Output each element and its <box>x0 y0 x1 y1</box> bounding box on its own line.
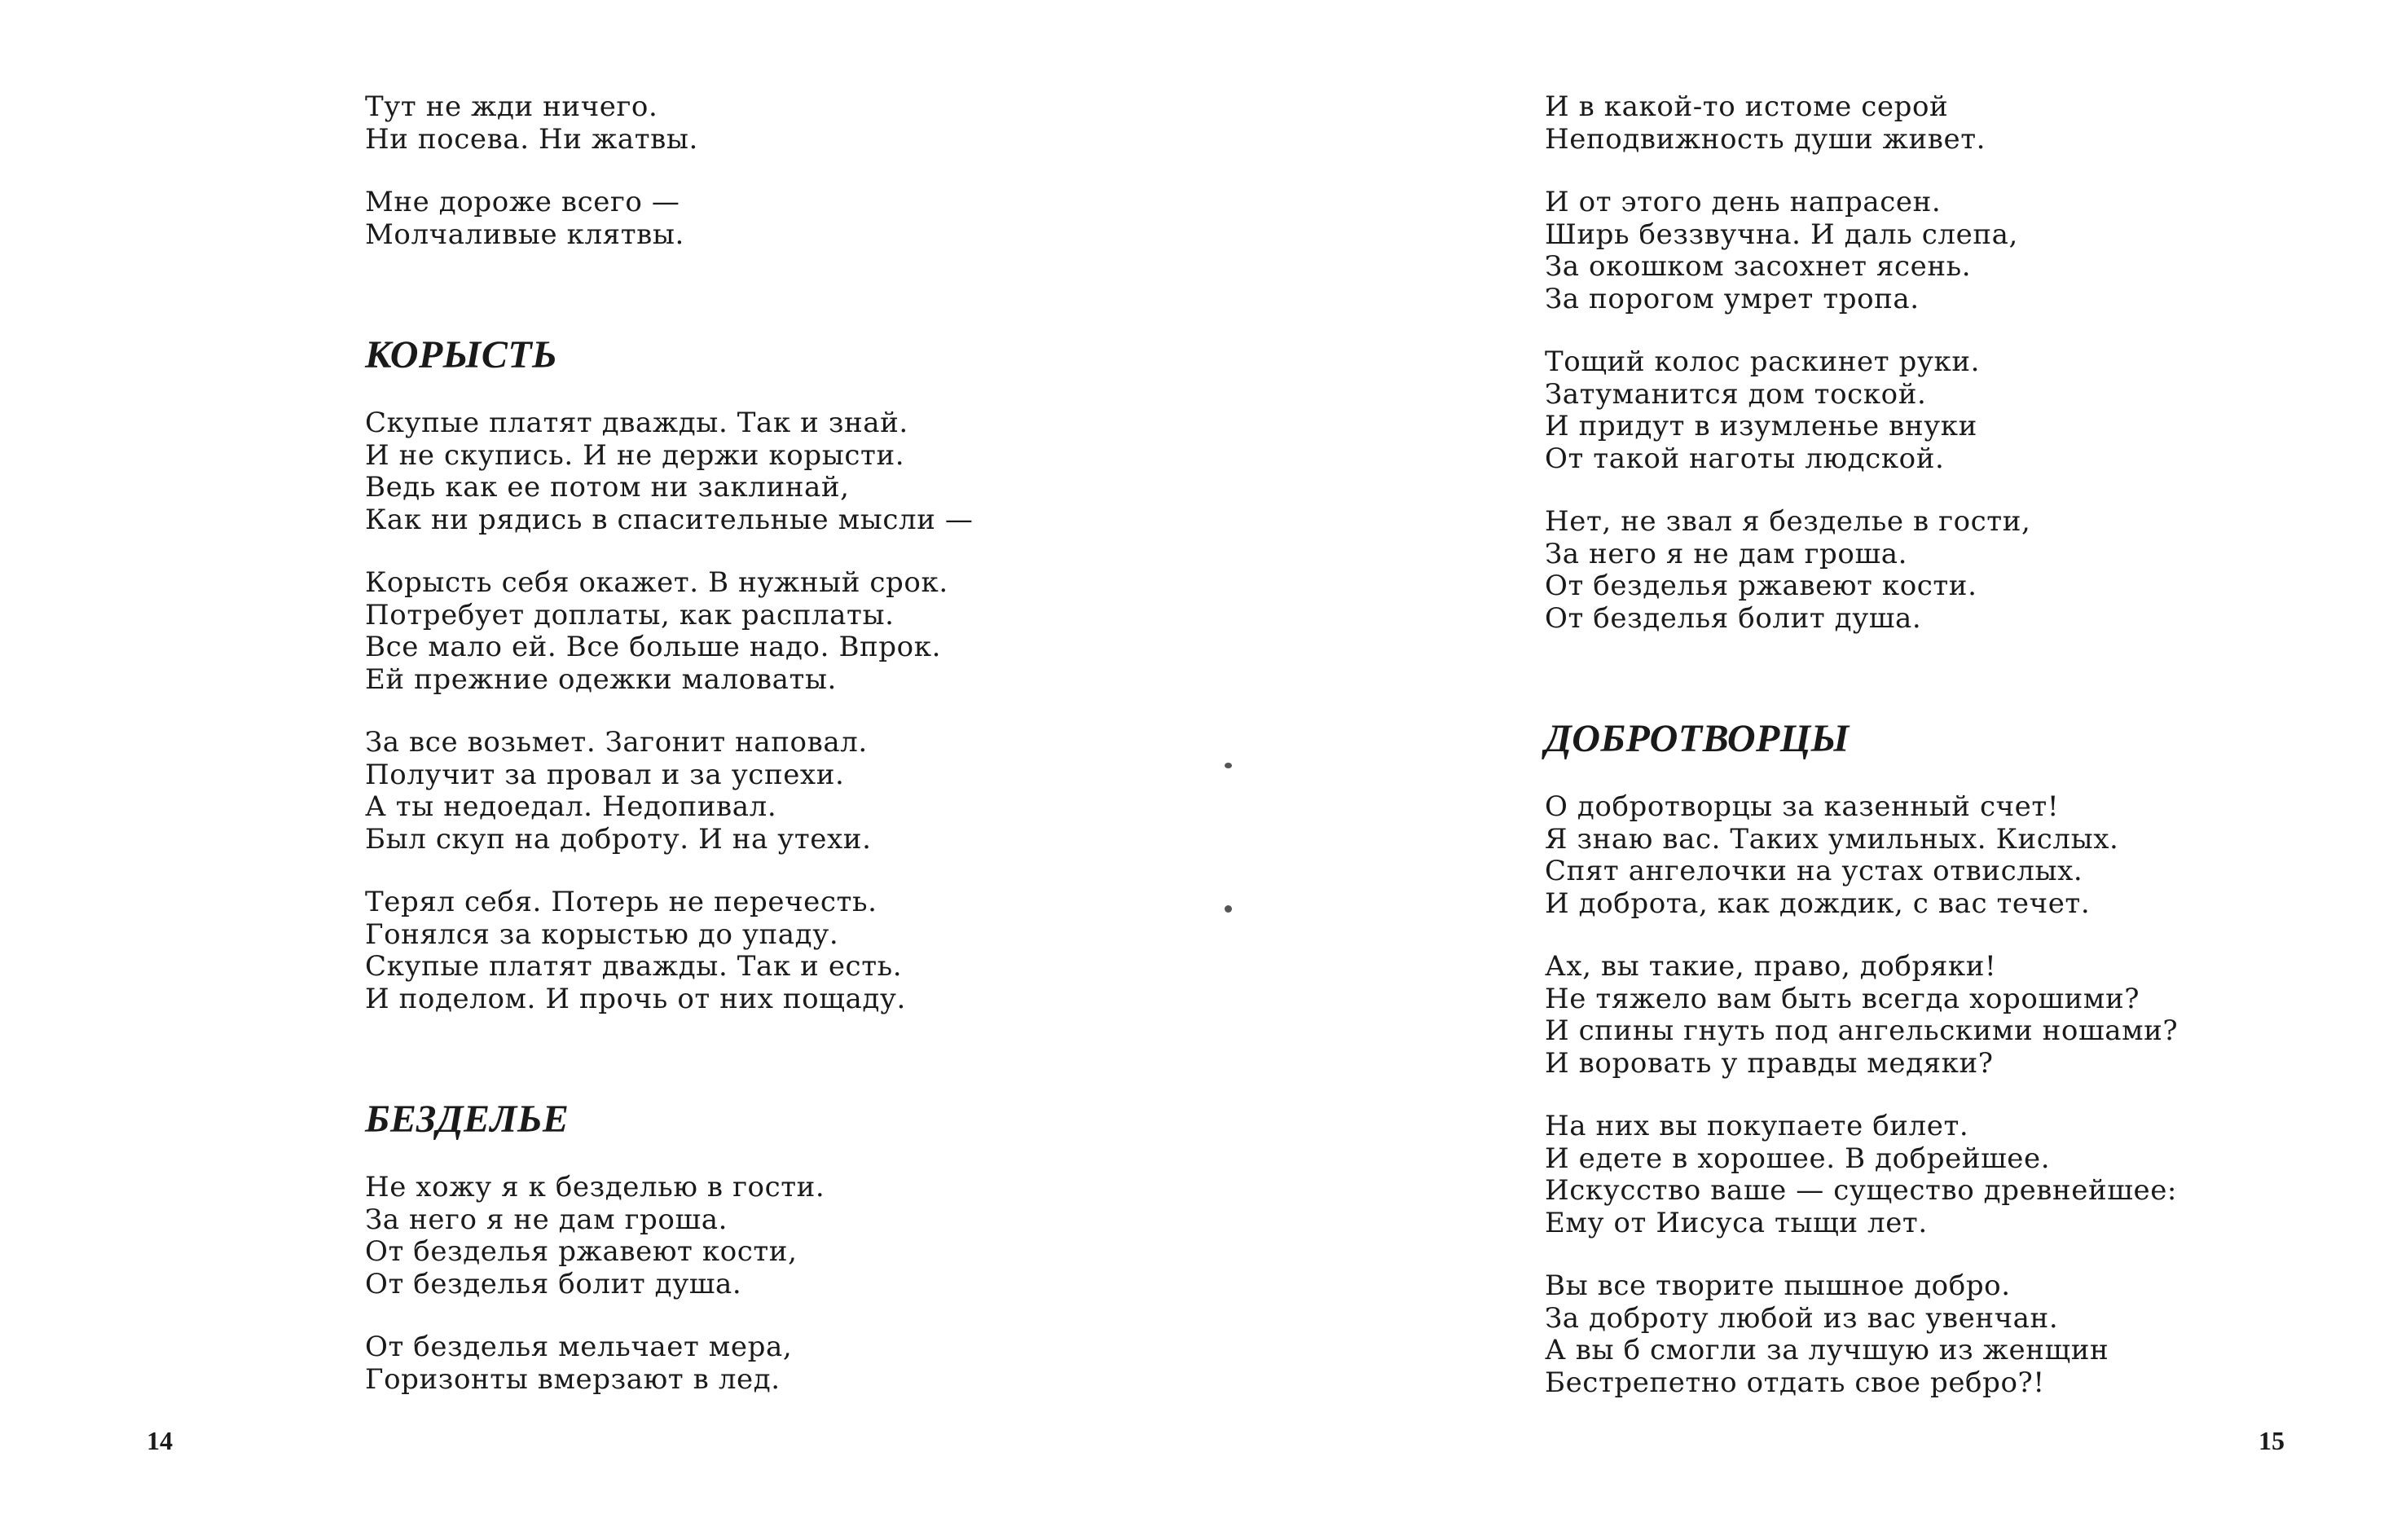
poem-line: И от этого день напрасен. <box>1545 186 1942 218</box>
stanza <box>1545 187 2392 315</box>
poem-line: Скупые платят дважды. Так и знай. <box>365 407 908 439</box>
poem-line: За порогом умрет тропа. <box>1545 282 1920 315</box>
stanza <box>1545 1270 2392 1399</box>
poem-line: И в какой-то истоме серой <box>1545 90 1949 123</box>
poem-line: Получит за провал и за успехи. <box>365 758 845 791</box>
poem-line: Не хожу я к безделью в гости. <box>365 1171 825 1203</box>
stanza <box>1545 506 2392 635</box>
poem-line: Нет, не звал я безделье в гости, <box>1545 505 2031 538</box>
poem-line: Неподвижность души живет. <box>1545 122 1986 156</box>
poem-line: За все возьмет. Загонит наповал. <box>365 726 868 759</box>
stanza <box>1545 791 2392 920</box>
stanza <box>1545 346 2392 475</box>
poem-line: Потребует доплаты, как расплаты. <box>365 598 895 631</box>
poem-title-bezdelye: БЕЗДЕЛЬЕ <box>365 1098 570 1141</box>
poem-line: Затуманится дом тоской. <box>1545 377 1927 411</box>
poem-line: А вы б смогли за лучшую из женщин <box>1545 1334 2109 1366</box>
poem-line: От безделья ржавеют кости, <box>365 1235 798 1268</box>
poem-line: О добротворцы за казенный счет! <box>1545 790 2060 823</box>
poem-line: Ведь как ее потом ни заклинай, <box>365 471 850 504</box>
bezdelye-continued <box>1545 91 2392 635</box>
poem-title-korysť: КОРЫСТЬ <box>365 333 558 376</box>
poem-line: Ему от Иисуса тыщи лет. <box>1545 1206 1928 1239</box>
poem-line: За доброту любой из вас увенчан. <box>1545 1301 2059 1335</box>
scan-speck <box>1225 763 1232 768</box>
poem-line: И воровать у правды медяки? <box>1545 1046 1994 1080</box>
poem-line: Гонялся за корыстью до упаду. <box>365 917 839 951</box>
poem-line: Терял себя. Потерь не перечесть. <box>365 886 878 918</box>
stanza <box>365 187 1180 251</box>
poem-title-dobrotvortsy: ДОБРОТВОРЦЫ <box>1545 717 1850 760</box>
poem-line: Скупые платят дважды. Так и есть. <box>365 950 903 983</box>
scan-speck <box>1225 905 1232 913</box>
poem-line: Все мало ей. Все больше надо. Впрок. <box>365 631 941 663</box>
poem-line: И спины гнуть под ангельскими ношами? <box>1545 1014 2179 1047</box>
poem-line: За окошком засохнет ясень. <box>1545 250 1972 283</box>
poem-line: Искусство ваше — существо древнейшее: <box>1545 1174 2177 1207</box>
stanza <box>365 1331 1180 1396</box>
poem-line: И доброта, как дождик, с вас течет. <box>1545 887 2091 920</box>
page-number-right: 15 <box>2259 1426 2285 1455</box>
poem-line: Не тяжело вам быть всегда хорошими? <box>1545 982 2140 1015</box>
poem-bezdelye-body <box>365 1172 1180 1396</box>
stanza <box>365 887 1180 1015</box>
poem-line: Ах, вы такие, право, добряки! <box>1545 950 1997 983</box>
poem-line: Был скуп на доброту. И на утехи. <box>365 822 872 856</box>
stanza <box>365 91 1180 156</box>
poem-line: И придут в изумленье внуки <box>1545 410 1977 442</box>
poem-line: Ей прежние одежки маловаты. <box>365 662 837 696</box>
poem-line: Корысть себя окажет. В нужный срок. <box>365 566 948 599</box>
right-page <box>1203 0 2406 1540</box>
poem-line: На них вы покупаете билет. <box>1545 1110 1969 1142</box>
poem-line: За него я не дам гроша. <box>1545 537 1907 570</box>
poem-line: За него я не дам гроша. <box>365 1203 728 1236</box>
poem-line: От такой наготы людской. <box>1545 442 1945 475</box>
poem-line: От безделья болит душа. <box>1545 601 1922 635</box>
left-text-column <box>365 91 1180 1427</box>
page-number-left: 14 <box>147 1426 173 1455</box>
stanza <box>1545 951 2392 1080</box>
poem-dobrotvortsy-body <box>1545 791 2392 1399</box>
poem-line: И едете в хорошее. В добрейшее. <box>1545 1142 2051 1175</box>
poem-line: Вы все творите пышное добро. <box>1545 1269 2011 1302</box>
poem-korysť-body <box>365 407 1180 1015</box>
stanza <box>365 567 1180 696</box>
poem-line: Ни посева. Ни жатвы. <box>365 122 698 156</box>
poem-line: Тут не жди ничего. <box>365 90 658 123</box>
poem-line: Ширь беззвучна. И даль слепа, <box>1545 218 2018 251</box>
poem-line: И не скупись. И не держи корысти. <box>365 438 905 472</box>
stanza <box>1545 91 2392 156</box>
poem-line: Горизонты вмерзают в лед. <box>365 1362 781 1396</box>
stanza <box>365 407 1180 536</box>
intro-stanzas <box>365 91 1180 251</box>
poem-line: Мне дороже всего — <box>365 186 680 218</box>
poem-line: Молчаливые клятвы. <box>365 218 684 251</box>
poem-line: Бестрепетно отдать свое ребро?! <box>1545 1366 2045 1399</box>
poem-line: И поделом. И прочь от них пощаду. <box>365 982 906 1015</box>
poem-line: От безделья болит душа. <box>365 1267 742 1300</box>
poem-line: А ты недоедал. Недопивал. <box>365 790 777 823</box>
poem-line: Как ни рядись в спасительные мысли — <box>365 503 974 536</box>
right-text-column <box>1545 91 2392 1430</box>
poem-line: Спят ангелочки на устах отвислых. <box>1545 855 2083 887</box>
stanza <box>365 727 1180 856</box>
poem-line: Я знаю вас. Таких умильных. Кислых. <box>1545 822 2119 856</box>
poem-line: От безделья мельчает мера, <box>365 1331 793 1363</box>
poem-line: Тощий колос раскинет руки. <box>1545 345 1981 378</box>
poem-line: От безделья ржавеют кости. <box>1545 570 1977 602</box>
stanza <box>1545 1111 2392 1239</box>
stanza <box>365 1172 1180 1300</box>
